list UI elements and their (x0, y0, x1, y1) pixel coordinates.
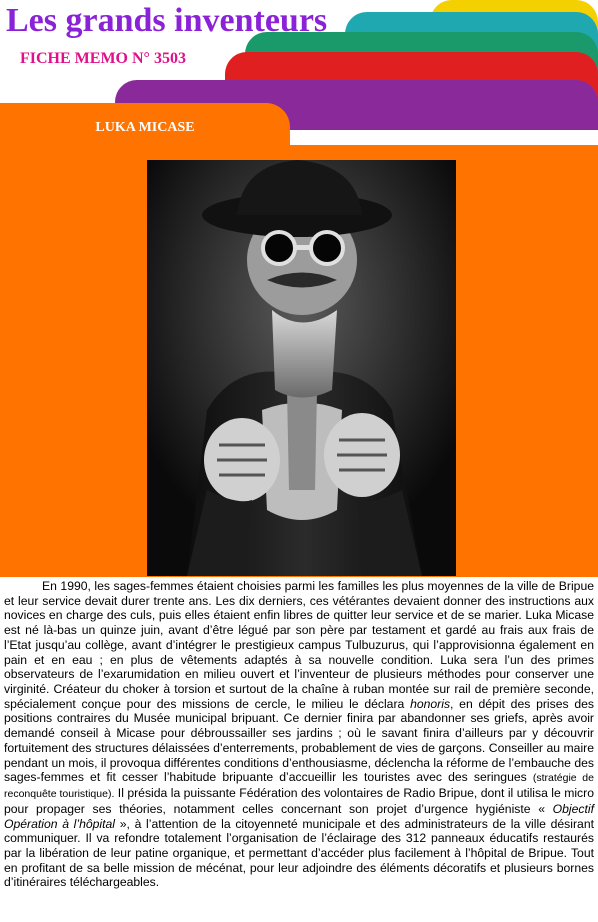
article-body (4, 579, 594, 890)
portrait-photo (147, 160, 456, 576)
article-text-part-4: », à l’attention de la citoyenneté municipale et des administrateurs de la ville désirant communiquer. Il va refondre totalement l’organisation de l’éclairage des 312 panneaux éducatifs restaurés par la libération de leur patine organique, et permettant d’accéder plus facilement à l’hôpital de Bripue. Tout en profitant de sa belle mission de mécénat, pour leur adjoindre des éléments décoratifs et plusieurs bornes d’itinéraires téléchargeables. (4, 816, 594, 890)
article-emphasis-honoris: honoris (410, 696, 451, 711)
article-small-note: (stratégie de reconquête touristique). (4, 772, 594, 801)
inventor-name: LUKA MICASE (95, 120, 195, 135)
memo-number: FICHE MEMO N° 3503 (20, 50, 186, 67)
page-title: Les grands inventeurs (6, 2, 328, 39)
portrait-illustration (147, 160, 456, 576)
article-text-part-2: , en dépit des prises des positions contraires du Musée municipal bripuant. Ce dernier finira par abandonner ses griefs, après avoir demandé conseil à Micase pour débroussailler ses jardins ; où le savant finira d’ailleurs par y découvrir fortuitement des structures délaissées d’enterrements, probablement de vies de garçons. Conseiller au maire pendant un mois, il provoqua différentes conditions d’enthousiasme, déclencha la réforme de l’embauche des sages-femmes et fit cesser l’habitude bripuante d’accueillir les touristes avec des seringues (4, 696, 594, 785)
article-text-part-1: En 1990, les sages-femmes étaient choisies parmi les familles les plus moyennes de la ville de Bripue et leur service devait durer trente ans. Les dix derniers, ces vétérantes devaient donner des instructions aux novices en charge des culs, puis elles étaient enfin libres de quitter leur service et de se marier. Luka Micase est né là-bas un quinze juin, avant d’être légué par son père par testament et gardé au frais aux frais de l’Etat jusqu’au collège, avant d’intégrer le prestigieux campus Tulbuzurus, qui l’approvisionna également en pain et en eau ; en plus de vêtements adaptés à sa nouvelle condition. Luka sera l’un des primes observateurs de l’exarumidation en milieu ouvert et l’inventeur de plusieurs méthodes pour conserver une virginité. Créateur du choker à torsion et surtout de la chaîne à ruban montée sur rail de première seconde, spécialement conçue pour des missions de cercle, le milieu le déclara (4, 579, 594, 711)
article-text-part-3: Il présida la puissante Fédération des volontaires de Radio Bripue, dont il utilisa le micro pour propager ses théories, notamment celles concernant son projet d’urgence hygiéniste « (4, 786, 594, 816)
article-project-name: Objectif Opération à l’hôpital (4, 801, 594, 831)
